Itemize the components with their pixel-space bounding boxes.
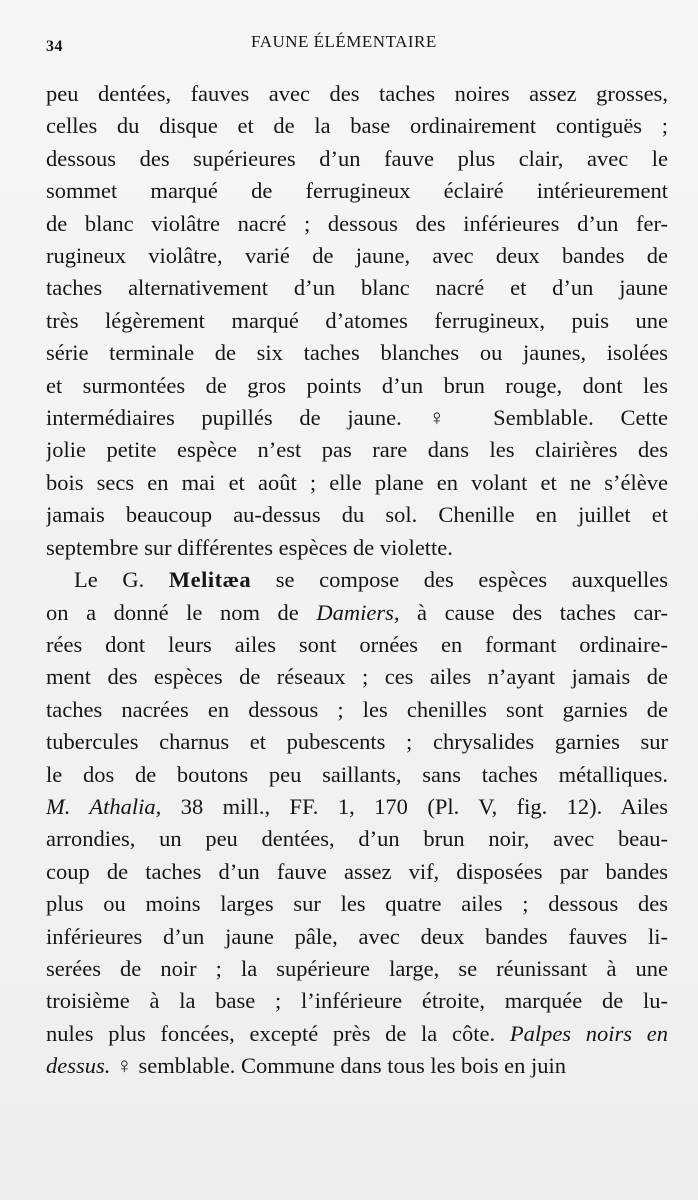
genus-name: Melitæa (168, 567, 252, 593)
text-line (46, 175, 668, 207)
text-line (46, 305, 668, 337)
text-line (46, 921, 668, 953)
text-line (46, 337, 668, 369)
text-run: rugineux violâtre, varié de jaune, avec deux bandes de (46, 243, 668, 269)
text-run: ment des espèces de réseaux ; ces ailes n’ayant jamais de (46, 664, 668, 690)
text-run: peu dentées, fauves avec des taches noires assez grosses, (46, 81, 668, 106)
page-number: 34 (46, 38, 63, 55)
text-line (46, 694, 668, 726)
text-run: jolie petite espèce n’est pas rare dans les clairières des (46, 437, 668, 463)
text-run: très légèrement marqué d’atomes ferrugineux, puis une (46, 307, 668, 333)
text-line (46, 985, 668, 1017)
text-run: et surmontées de gros points d’un brun rouge, dont les (46, 372, 668, 398)
text-line (46, 110, 668, 142)
text-run: sommet marqué de ferrugineux éclairé intérieurement (46, 178, 668, 204)
text-line (46, 629, 668, 661)
text-run: à cause des taches car- (399, 599, 668, 625)
text-line (46, 78, 668, 110)
text-line (46, 402, 668, 434)
text-run: arrondies, un peu dentées, d’un brun noir, avec beau- (46, 826, 668, 852)
text-run: se compose des espèces auxquelles (251, 567, 668, 593)
italic-text: Palpes noirs en (509, 1020, 668, 1046)
text-run: Le G. (74, 567, 169, 593)
text-run: nules plus foncées, excepté près de la côte. (46, 1020, 510, 1046)
italic-text: dessus. (46, 1053, 111, 1079)
text-run: celles du disque et de la base ordinairement contiguës ; (46, 113, 668, 139)
text-line (46, 856, 668, 888)
text-line (46, 564, 668, 596)
text-line (46, 1018, 668, 1050)
italic-text: Damiers, (316, 599, 400, 625)
text-run: bois secs en mai et août ; elle plane en volant et ne s’élève (46, 469, 668, 495)
text-run: rées dont leurs ailes sont ornées en formant ordinaire- (46, 631, 668, 657)
text-run: le dos de boutons peu saillants, sans taches métalliques. (46, 761, 668, 787)
text-run: intermédiaires pupillés de jaune. ♀ Semblable. Cette (46, 405, 668, 431)
text-line (46, 208, 668, 240)
text-run: troisième à la base ; l’inférieure étroite, marquée de lu- (46, 988, 668, 1014)
text-run: taches alternativement d’un blanc nacré et d’un jaune (46, 275, 668, 301)
text-line (46, 661, 668, 693)
text-line (46, 532, 668, 564)
text-run: de blanc violâtre nacré ; dessous des inférieures d’un fer- (46, 210, 668, 236)
text-run: ♀ semblable. Commune dans tous les bois en juin (110, 1053, 566, 1079)
text-line (46, 953, 668, 985)
text-line (46, 434, 668, 466)
text-line (46, 823, 668, 855)
text-run: septembre sur différentes espèces de violette. (46, 534, 453, 560)
text-run: coup de taches d’un fauve assez vif, disposées par bandes (46, 858, 668, 884)
text-line (46, 370, 668, 402)
text-line (46, 597, 668, 629)
text-run: on a donné le nom de (46, 599, 317, 625)
text-line (46, 240, 668, 272)
text-run: taches nacrées en dessous ; les chenilles sont garnies de (46, 696, 668, 722)
running-title: FAUNE ÉLÉMENTAIRE (251, 32, 437, 51)
italic-text: M. Athalia, (46, 793, 162, 819)
text-run: inférieures d’un jaune pâle, avec deux bandes fauves li- (46, 923, 668, 949)
page-header (46, 30, 668, 60)
text-line (46, 759, 668, 791)
text-line (46, 467, 668, 499)
text-line (46, 726, 668, 758)
body-text (46, 78, 668, 1083)
text-run: jamais beaucoup au-dessus du sol. Chenille en juillet et (46, 502, 668, 528)
text-line (46, 143, 668, 175)
text-line (46, 499, 668, 531)
text-line (46, 1050, 668, 1082)
text-run: tubercules charnus et pubescents ; chrysalides garnies sur (46, 729, 668, 755)
text-line (46, 272, 668, 304)
text-run: 38 mill., FF. 1, 170 (Pl. V, fig. 12). Ailes (161, 793, 668, 819)
text-run: serées de noir ; la supérieure large, se réunissant à une (46, 955, 668, 981)
text-run: série terminale de six taches blanches ou jaunes, isolées (46, 340, 668, 366)
text-run: dessous des supérieures d’un fauve plus clair, avec le (46, 145, 668, 171)
text-run: plus ou moins larges sur les quatre ailes ; dessous des (46, 891, 668, 917)
text-line (46, 791, 668, 823)
text-line (46, 888, 668, 920)
